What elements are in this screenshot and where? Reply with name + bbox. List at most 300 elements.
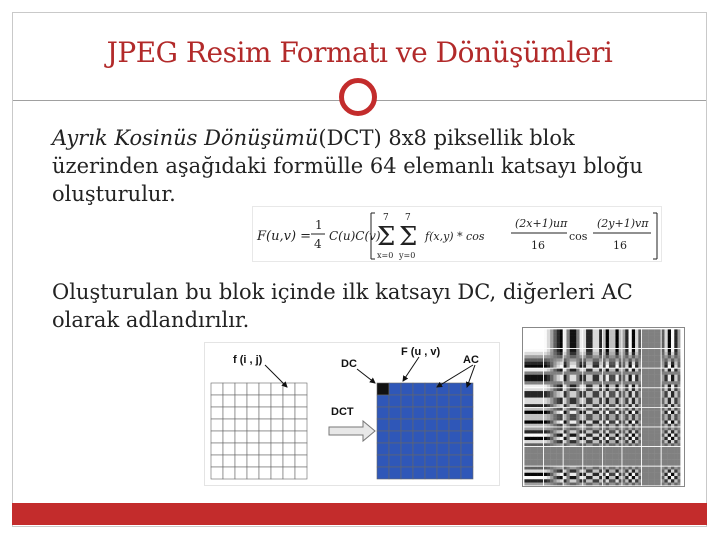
basis-pixel xyxy=(632,456,635,459)
basis-pixel xyxy=(550,434,553,437)
basis-pixel xyxy=(629,476,632,479)
basis-pixel xyxy=(635,375,638,378)
basis-pixel xyxy=(537,466,540,469)
basis-pixel xyxy=(583,358,586,361)
grid-cell xyxy=(223,395,235,407)
basis-pixel xyxy=(625,342,628,345)
basis-pixel xyxy=(531,401,534,404)
basis-pixel xyxy=(586,339,589,342)
basis-pixel xyxy=(642,460,645,463)
basis-pixel xyxy=(570,332,573,335)
basis-pixel xyxy=(534,414,537,417)
grid-cell xyxy=(247,431,259,443)
basis-pixel xyxy=(573,476,576,479)
basis-pixel xyxy=(609,440,612,443)
basis-pixel xyxy=(547,342,550,345)
basis-pixel xyxy=(566,466,569,469)
basis-pixel xyxy=(629,375,632,378)
basis-pixel xyxy=(655,453,658,456)
basis-pixel xyxy=(544,394,547,397)
svg-text:Σ: Σ xyxy=(399,222,418,252)
basis-pixel xyxy=(651,473,654,476)
basis-pixel xyxy=(655,430,658,433)
basis-pixel xyxy=(531,473,534,476)
basis-pixel xyxy=(674,456,677,459)
basis-pixel xyxy=(573,375,576,378)
basis-pixel xyxy=(596,352,599,355)
basis-pixel xyxy=(642,447,645,450)
basis-pixel xyxy=(632,430,635,433)
basis-pixel xyxy=(537,430,540,433)
footer-accent-bar xyxy=(12,503,707,525)
basis-pixel xyxy=(534,371,537,374)
basis-pixel xyxy=(609,378,612,381)
basis-pixel xyxy=(622,332,625,335)
basis-pixel xyxy=(550,411,553,414)
basis-pixel xyxy=(566,407,569,410)
basis-pixel xyxy=(668,473,671,476)
basis-pixel xyxy=(645,398,648,401)
basis-pixel xyxy=(606,479,609,482)
basis-pixel xyxy=(622,371,625,374)
basis-pixel xyxy=(596,398,599,401)
basis-pixel xyxy=(615,407,618,410)
basis-pixel xyxy=(635,469,638,472)
basis-pixel xyxy=(593,368,596,371)
basis-pixel xyxy=(606,398,609,401)
basis-pixel xyxy=(570,329,573,332)
basis-pixel xyxy=(622,381,625,384)
basis-pixel xyxy=(563,456,566,459)
basis-pixel xyxy=(645,440,648,443)
basis-pixel xyxy=(642,368,645,371)
basis-pixel xyxy=(596,479,599,482)
basis-pixel xyxy=(612,427,615,430)
basis-pixel xyxy=(537,381,540,384)
basis-pixel xyxy=(635,391,638,394)
basis-pixel xyxy=(622,414,625,417)
basis-pixel xyxy=(642,473,645,476)
basis-pixel xyxy=(573,430,576,433)
basis-pixel xyxy=(527,411,530,414)
grid-cell xyxy=(295,407,307,419)
basis-pixel xyxy=(668,339,671,342)
basis-pixel xyxy=(622,368,625,371)
basis-pixel xyxy=(632,388,635,391)
basis-pixel xyxy=(537,456,540,459)
basis-pixel xyxy=(593,349,596,352)
grid-cell xyxy=(389,467,401,479)
basis-pixel xyxy=(602,414,605,417)
basis-pixel xyxy=(589,355,592,358)
basis-pixel xyxy=(557,375,560,378)
basis-pixel xyxy=(664,371,667,374)
basis-pixel xyxy=(544,349,547,352)
basis-pixel xyxy=(586,401,589,404)
basis-pixel xyxy=(573,349,576,352)
basis-pixel xyxy=(557,407,560,410)
basis-pixel xyxy=(602,417,605,420)
basis-pixel xyxy=(655,479,658,482)
grid-cell xyxy=(295,455,307,467)
basis-pixel xyxy=(635,411,638,414)
basis-pixel xyxy=(642,466,645,469)
basis-pixel xyxy=(661,479,664,482)
basis-pixel xyxy=(671,349,674,352)
grid-cell xyxy=(425,443,437,455)
basis-pixel xyxy=(632,381,635,384)
bullet-2-line-2: olarak adlandırılır. xyxy=(52,308,250,332)
basis-pixel xyxy=(524,460,527,463)
basis-pixel xyxy=(534,339,537,342)
basis-pixel xyxy=(632,375,635,378)
basis-pixel xyxy=(642,469,645,472)
basis-pixel xyxy=(655,434,658,437)
basis-pixel xyxy=(664,476,667,479)
basis-pixel xyxy=(524,349,527,352)
basis-pixel xyxy=(645,414,648,417)
basis-pixel xyxy=(674,434,677,437)
basis-pixel xyxy=(661,407,664,410)
basis-pixel xyxy=(629,339,632,342)
basis-pixel xyxy=(534,434,537,437)
basis-pixel xyxy=(668,336,671,339)
basis-pixel xyxy=(573,371,576,374)
basis-pixel xyxy=(625,362,628,365)
basis-pixel xyxy=(648,391,651,394)
basis-pixel xyxy=(550,394,553,397)
basis-pixel xyxy=(531,456,534,459)
basis-pixel xyxy=(668,358,671,361)
basis-pixel xyxy=(534,391,537,394)
basis-pixel xyxy=(606,456,609,459)
basis-pixel xyxy=(661,427,664,430)
basis-pixel xyxy=(596,391,599,394)
grid-cell xyxy=(235,443,247,455)
basis-pixel xyxy=(625,375,628,378)
basis-pixel xyxy=(622,476,625,479)
grid-cell xyxy=(449,407,461,419)
basis-pixel xyxy=(671,401,674,404)
basis-pixel xyxy=(553,355,556,358)
basis-pixel xyxy=(524,339,527,342)
basis-pixel xyxy=(651,375,654,378)
basis-pixel xyxy=(612,437,615,440)
basis-pixel xyxy=(615,391,618,394)
basis-pixel xyxy=(635,362,638,365)
basis-pixel xyxy=(648,371,651,374)
basis-pixel xyxy=(553,407,556,410)
basis-pixel xyxy=(586,375,589,378)
basis-pixel xyxy=(632,378,635,381)
basis-pixel xyxy=(632,394,635,397)
basis-pixel xyxy=(664,362,667,365)
basis-pixel xyxy=(674,355,677,358)
basis-pixel xyxy=(668,479,671,482)
basis-pixel xyxy=(576,394,579,397)
basis-pixel xyxy=(547,336,550,339)
basis-pixel xyxy=(632,407,635,410)
basis-pixel xyxy=(527,473,530,476)
basis-pixel xyxy=(537,401,540,404)
basis-pixel xyxy=(544,420,547,423)
basis-pixel xyxy=(655,339,658,342)
grid-cell xyxy=(235,383,247,395)
basis-pixel xyxy=(668,381,671,384)
basis-pixel xyxy=(622,336,625,339)
basis-pixel xyxy=(583,375,586,378)
basis-pixel xyxy=(664,355,667,358)
basis-pixel xyxy=(586,456,589,459)
grid-cell xyxy=(223,455,235,467)
basis-pixel xyxy=(629,437,632,440)
basis-pixel xyxy=(632,398,635,401)
basis-pixel xyxy=(544,447,547,450)
basis-pixel xyxy=(547,469,550,472)
basis-pixel xyxy=(655,466,658,469)
basis-pixel xyxy=(527,329,530,332)
basis-pixel xyxy=(566,349,569,352)
basis-pixel xyxy=(583,434,586,437)
basis-pixel xyxy=(648,434,651,437)
grid-cell xyxy=(377,455,389,467)
basis-pixel xyxy=(651,398,654,401)
grid-cell xyxy=(235,419,247,431)
basis-pixel xyxy=(606,388,609,391)
basis-pixel xyxy=(557,394,560,397)
basis-pixel xyxy=(661,352,664,355)
basis-pixel xyxy=(534,398,537,401)
basis-pixel xyxy=(661,398,664,401)
basis-pixel xyxy=(642,476,645,479)
basis-pixel xyxy=(609,401,612,404)
basis-pixel xyxy=(557,434,560,437)
basis-pixel xyxy=(527,332,530,335)
basis-pixel xyxy=(609,358,612,361)
basis-pixel xyxy=(671,440,674,443)
basis-pixel xyxy=(648,479,651,482)
grid-cell xyxy=(377,467,389,479)
basis-pixel xyxy=(576,456,579,459)
basis-pixel xyxy=(622,427,625,430)
basis-pixel xyxy=(586,411,589,414)
basis-pixel xyxy=(645,339,648,342)
grid-cell xyxy=(449,455,461,467)
grid-cell xyxy=(413,383,425,395)
basis-pixel xyxy=(668,342,671,345)
basis-pixel xyxy=(674,411,677,414)
basis-pixel xyxy=(534,332,537,335)
basis-pixel xyxy=(596,427,599,430)
basis-pixel xyxy=(612,476,615,479)
grid-cell xyxy=(247,443,259,455)
basis-pixel xyxy=(596,388,599,391)
basis-pixel xyxy=(674,427,677,430)
basis-pixel xyxy=(674,473,677,476)
basis-pixel xyxy=(570,401,573,404)
basis-pixel xyxy=(557,466,560,469)
basis-pixel xyxy=(531,381,534,384)
basis-pixel xyxy=(583,411,586,414)
basis-pixel xyxy=(527,401,530,404)
basis-pixel xyxy=(531,466,534,469)
basis-pixel xyxy=(661,473,664,476)
basis-pixel xyxy=(531,407,534,410)
basis-pixel xyxy=(622,391,625,394)
basis-pixel xyxy=(527,440,530,443)
basis-pixel xyxy=(593,401,596,404)
basis-pixel xyxy=(534,368,537,371)
basis-pixel xyxy=(622,466,625,469)
basis-pixel xyxy=(648,339,651,342)
basis-pixel xyxy=(661,355,664,358)
basis-pixel xyxy=(671,381,674,384)
basis-pixel xyxy=(648,420,651,423)
basis-pixel xyxy=(531,434,534,437)
basis-pixel xyxy=(553,473,556,476)
basis-pixel xyxy=(583,420,586,423)
basis-pixel xyxy=(550,362,553,365)
basis-pixel xyxy=(531,440,534,443)
basis-pixel xyxy=(566,473,569,476)
basis-pixel xyxy=(593,414,596,417)
basis-pixel xyxy=(625,440,628,443)
basis-pixel xyxy=(615,362,618,365)
basis-pixel xyxy=(586,362,589,365)
basis-pixel xyxy=(602,378,605,381)
basis-pixel xyxy=(557,355,560,358)
basis-pixel xyxy=(547,339,550,342)
basis-pixel xyxy=(671,460,674,463)
basis-pixel xyxy=(615,414,618,417)
grid-cell xyxy=(377,407,389,419)
basis-pixel xyxy=(586,414,589,417)
basis-pixel xyxy=(642,336,645,339)
basis-pixel xyxy=(537,437,540,440)
basis-pixel xyxy=(622,401,625,404)
basis-pixel xyxy=(651,388,654,391)
basis-pixel xyxy=(645,450,648,453)
basis-pixel xyxy=(527,388,530,391)
basis-pixel xyxy=(586,437,589,440)
basis-pixel xyxy=(674,447,677,450)
basis-pixel xyxy=(544,476,547,479)
basis-pixel xyxy=(612,342,615,345)
basis-pixel xyxy=(547,440,550,443)
basis-pixel xyxy=(566,339,569,342)
basis-pixel xyxy=(596,417,599,420)
basis-pixel xyxy=(573,355,576,358)
basis-pixel xyxy=(576,339,579,342)
basis-pixel xyxy=(648,447,651,450)
grid-cell xyxy=(211,443,223,455)
basis-pixel xyxy=(651,414,654,417)
basis-pixel xyxy=(583,479,586,482)
basis-pixel xyxy=(557,411,560,414)
basis-pixel xyxy=(622,440,625,443)
basis-pixel xyxy=(586,342,589,345)
basis-pixel xyxy=(655,411,658,414)
grid-cell xyxy=(401,443,413,455)
basis-pixel xyxy=(622,394,625,397)
basis-pixel xyxy=(655,456,658,459)
basis-pixel xyxy=(563,460,566,463)
basis-pixel xyxy=(668,391,671,394)
basis-pixel xyxy=(576,362,579,365)
basis-pixel xyxy=(668,352,671,355)
basis-pixel xyxy=(570,440,573,443)
basis-pixel xyxy=(629,469,632,472)
basis-pixel xyxy=(622,349,625,352)
grid-cell xyxy=(425,431,437,443)
basis-pixel xyxy=(586,447,589,450)
basis-pixel xyxy=(671,437,674,440)
basis-pixel xyxy=(671,414,674,417)
basis-pixel xyxy=(661,414,664,417)
basis-pixel xyxy=(635,329,638,332)
basis-pixel xyxy=(531,476,534,479)
basis-pixel xyxy=(622,375,625,378)
basis-pixel xyxy=(612,339,615,342)
basis-pixel xyxy=(642,430,645,433)
basis-pixel xyxy=(589,453,592,456)
basis-pixel xyxy=(645,378,648,381)
basis-pixel xyxy=(531,450,534,453)
basis-pixel xyxy=(674,460,677,463)
basis-pixel xyxy=(668,362,671,365)
basis-pixel xyxy=(625,336,628,339)
basis-pixel xyxy=(589,407,592,410)
basis-pixel xyxy=(570,375,573,378)
basis-pixel xyxy=(664,460,667,463)
basis-pixel xyxy=(651,417,654,420)
basis-pixel xyxy=(586,473,589,476)
basis-pixel xyxy=(625,388,628,391)
basis-pixel xyxy=(602,453,605,456)
grid-cell xyxy=(283,443,295,455)
basis-pixel xyxy=(645,407,648,410)
basis-pixel xyxy=(537,352,540,355)
basis-pixel xyxy=(671,394,674,397)
basis-pixel xyxy=(527,456,530,459)
basis-pixel xyxy=(596,355,599,358)
basis-pixel xyxy=(635,381,638,384)
basis-pixel xyxy=(622,453,625,456)
basis-pixel xyxy=(547,417,550,420)
basis-pixel xyxy=(576,391,579,394)
basis-pixel xyxy=(606,391,609,394)
grid-cell xyxy=(271,431,283,443)
basis-pixel xyxy=(537,407,540,410)
basis-pixel xyxy=(583,430,586,433)
basis-pixel xyxy=(527,476,530,479)
basis-pixel xyxy=(635,417,638,420)
basis-pixel xyxy=(635,378,638,381)
grid-cell xyxy=(425,467,437,479)
basis-pixel xyxy=(544,450,547,453)
basis-pixel xyxy=(593,476,596,479)
basis-pixel xyxy=(557,417,560,420)
basis-pixel xyxy=(570,342,573,345)
basis-pixel xyxy=(544,469,547,472)
basis-pixel xyxy=(566,401,569,404)
basis-pixel xyxy=(547,407,550,410)
basis-pixel xyxy=(674,352,677,355)
grid-cell xyxy=(461,455,473,467)
basis-pixel xyxy=(563,349,566,352)
basis-pixel xyxy=(563,473,566,476)
basis-pixel xyxy=(661,460,664,463)
